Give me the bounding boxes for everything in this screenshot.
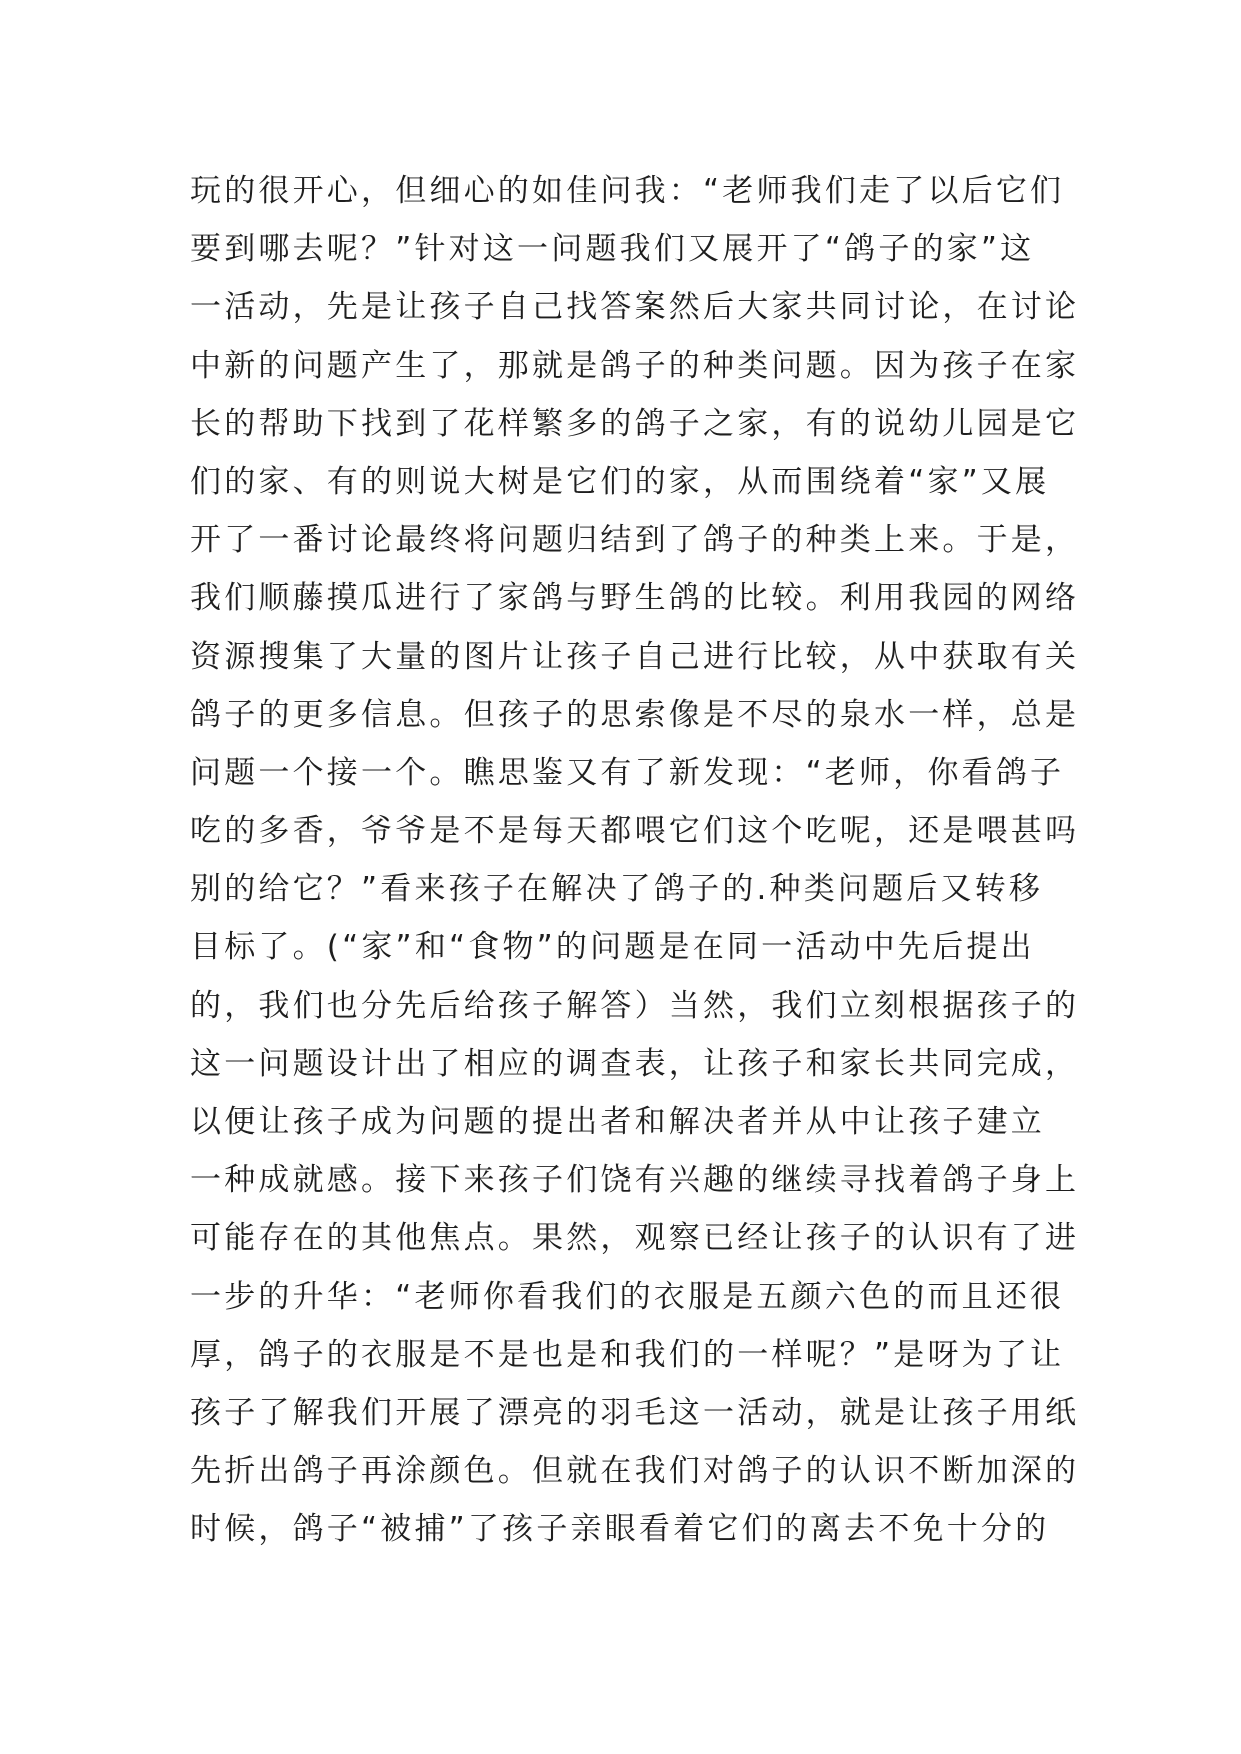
text-line: 一种成就感。接下来孩子们饶有兴趣的继续寻找着鸽子身上 [190,1162,1080,1199]
text-line: 孩子了解我们开展了漂亮的羽毛这一活动，就是让孩子用纸 [190,1394,1080,1431]
text-line: 问题一个接一个。瞧思鉴又有了新发现：“老师，你看鸽子 [190,754,1065,791]
text-line: 鸽子的更多信息。但孩子的思索像是不尽的泉水一样，总是 [190,696,1080,733]
text-line: 资源搜集了大量的图片让孩子自己进行比较，从中获取有关 [190,638,1080,675]
text-line: 以便让孩子成为问题的提出者和解决者并从中让孩子建立 [190,1104,1045,1140]
text-line: 的，我们也分先后给孩子解答）当然，我们立刻根据孩子的 [190,987,1080,1024]
text-line: 目标了。(“家”和“食物”的问题是在同一活动中先后提出 [190,929,1035,966]
text-line: 别的给它？”看来孩子在解决了鸽子的.种类问题后又转移 [190,871,1044,908]
text-line: 要到哪去呢？”针对这一问题我们又展开了“鸽子的家”这 [190,231,1035,268]
text-line: 长的帮助下找到了花样繁多的鸽子之家，有的说幼儿园是它 [190,405,1080,442]
text-line: 时候，鸽子“被捕”了孩子亲眼看着它们的离去不免十分的 [190,1511,1050,1548]
body-paragraph [190,162,1080,1559]
text-line: 这一问题设计出了相应的调查表，让孩子和家长共同完成， [190,1045,1080,1082]
text-line: 一活动，先是让孩子自己找答案然后大家共同讨论，在讨论 [190,289,1080,326]
text-line: 我们顺藤摸瓜进行了家鸽与野生鸽的比较。利用我园的网络 [190,580,1080,617]
text-line: 们的家、有的则说大树是它们的家，从而围绕着“家”又展 [190,463,1050,500]
text-line: 玩的很开心，但细心的如佳问我：“老师我们走了以后它们 [190,173,1065,209]
text-line: 厚，鸽子的衣服是不是也是和我们的一样呢？”是呀为了让 [190,1336,1065,1373]
text-line: 可能存在的其他焦点。果然，观察已经让孩子的认识有了进 [190,1220,1080,1257]
text-line: 中新的问题产生了，那就是鸽子的种类问题。因为孩子在家 [190,347,1080,384]
text-line: 吃的多香，爷爷是不是每天都喂它们这个吃呢，还是喂甚吗 [190,813,1080,850]
text-line: 开了一番讨论最终将问题归结到了鸽子的种类上来。于是， [190,522,1080,559]
text-line: 一步的升华：“老师你看我们的衣服是五颜六色的而且还很 [190,1278,1065,1315]
text-line: 先折出鸽子再涂颜色。但就在我们对鸽子的认识不断加深的 [190,1453,1080,1490]
